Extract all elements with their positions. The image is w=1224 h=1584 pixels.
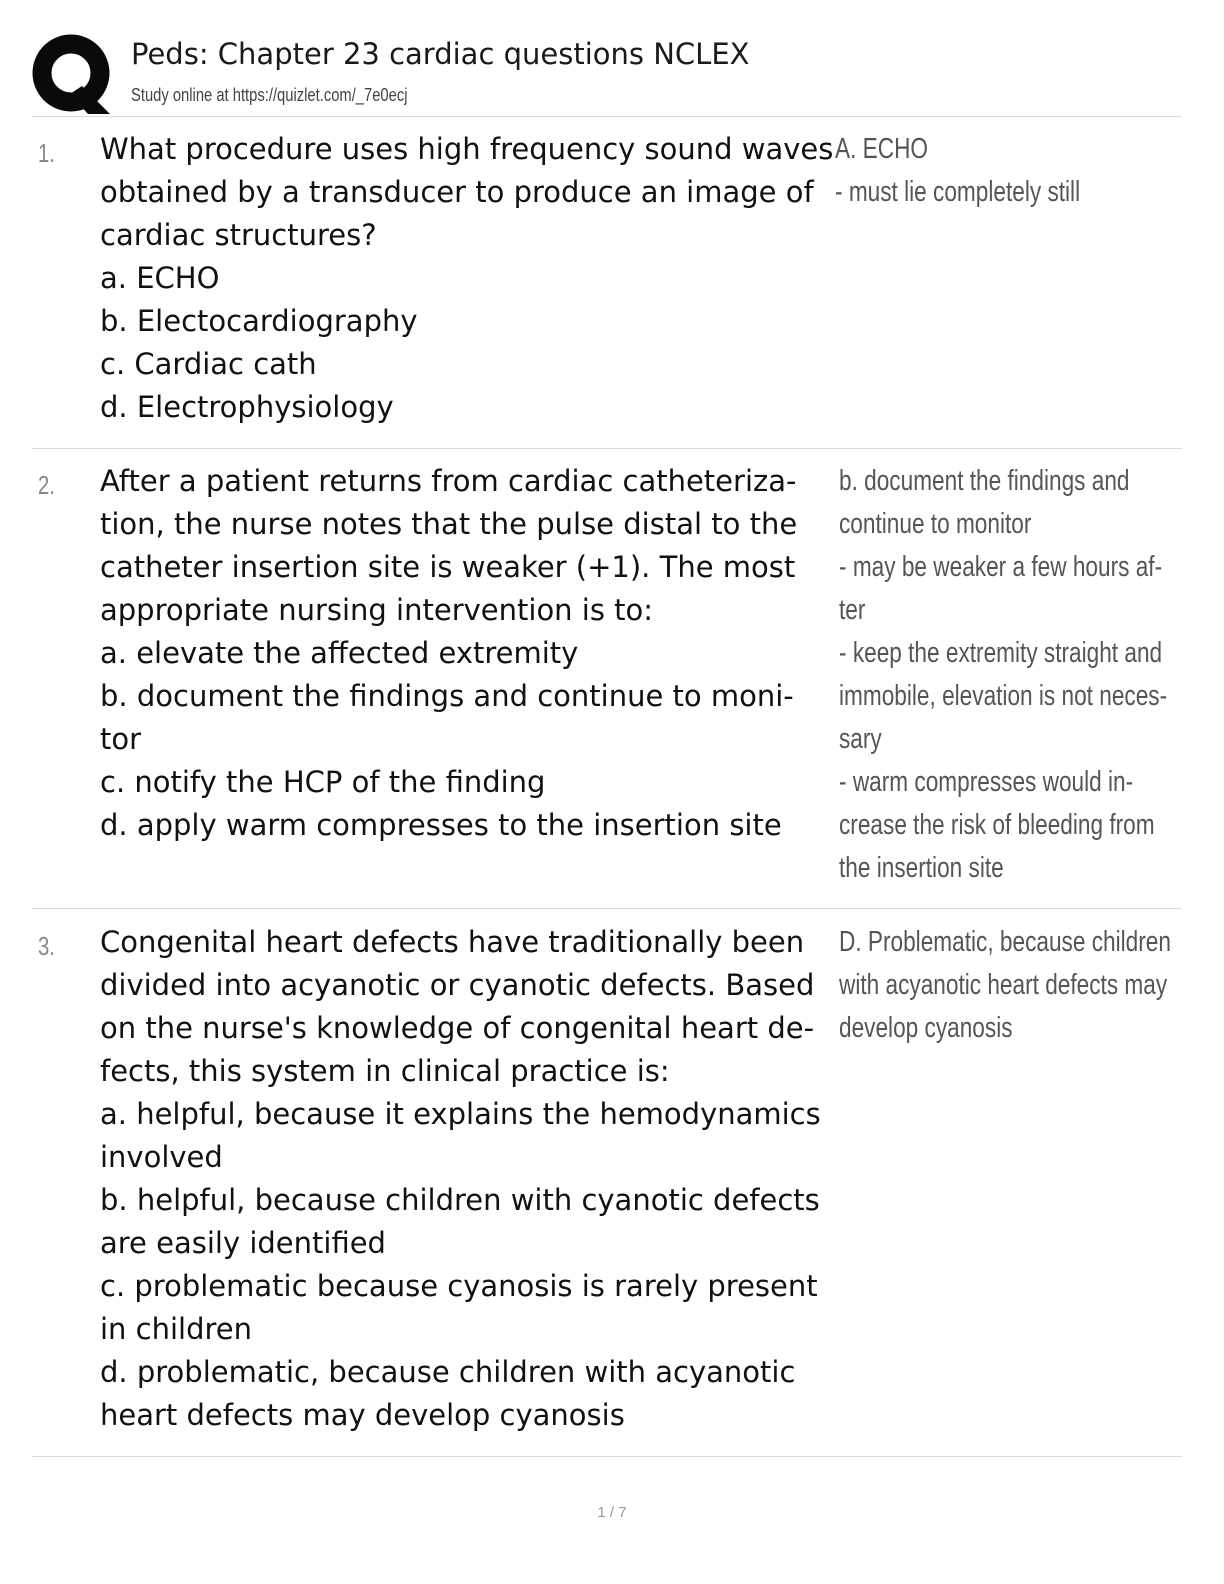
question-line: cardiac structures? — [100, 218, 377, 252]
answer-line: with acyanotic heart defects may — [839, 969, 1168, 1001]
divider — [32, 116, 1182, 117]
quizlet-q-logo-icon — [32, 34, 112, 114]
answer-line: - must lie completely still — [835, 176, 1081, 208]
answer-line: - warm compresses would in- — [839, 766, 1134, 798]
option-b: b. document the findings and continue to moni- — [100, 679, 794, 713]
answer-line: - may be weaker a few hours af- — [839, 551, 1163, 583]
option-a: a. elevate the affected extremity — [100, 636, 579, 670]
option-c: c. Cardiac cath — [100, 347, 317, 381]
question-number: 3. — [38, 931, 55, 961]
answer-text — [839, 460, 1189, 890]
option-d: d. apply warm compresses to the insertion site — [100, 808, 782, 842]
question-line: obtained by a transducer to produce an image of — [100, 175, 814, 209]
question-line: divided into acyanotic or cyanotic defects. Based — [100, 968, 815, 1002]
option-a-continued: involved — [100, 1140, 223, 1174]
option-a: a. ECHO — [100, 261, 220, 295]
divider — [32, 448, 1182, 449]
option-c: c. problematic because cyanosis is rarely present — [100, 1269, 818, 1303]
answer-line: ter — [839, 594, 866, 626]
question-text — [100, 921, 836, 1437]
question-line: fects, this system in clinical practice is: — [100, 1054, 670, 1088]
question-text — [100, 128, 836, 429]
option-b: b. helpful, because children with cyanotic defects — [100, 1183, 820, 1217]
option-c: c. notify the HCP of the finding — [100, 765, 546, 799]
answer-line: develop cyanosis — [839, 1012, 1013, 1044]
answer-line: sary — [839, 723, 882, 755]
option-a: a. helpful, because it explains the hemodynamics — [100, 1097, 821, 1131]
answer-line: immobile, elevation is not neces- — [839, 680, 1168, 712]
option-b-continued: are easily identified — [100, 1226, 386, 1260]
question-line: After a patient returns from cardiac catheteriza- — [100, 464, 797, 498]
answer-text — [835, 128, 1185, 214]
page-title: Peds: Chapter 23 cardiac questions NCLEX — [131, 37, 750, 71]
page-number: 1 / 7 — [597, 1504, 627, 1521]
option-b-continued: tor — [100, 722, 142, 756]
option-d: d. Electrophysiology — [100, 390, 394, 424]
question-text — [100, 460, 836, 847]
option-d-continued: heart defects may develop cyanosis — [100, 1398, 625, 1432]
question-line: catheter insertion site is weaker (+1). The most — [100, 550, 796, 584]
page-header — [32, 32, 1182, 118]
question-line: Congenital heart defects have traditionally been — [100, 925, 805, 959]
answer-line: crease the risk of bleeding from — [839, 809, 1155, 841]
option-b: b. Electocardiography — [100, 304, 418, 338]
answer-line: - keep the extremity straight and — [839, 637, 1163, 669]
question-line: tion, the nurse notes that the pulse distal to the — [100, 507, 798, 541]
question-number: 1. — [38, 138, 55, 168]
answer-line: continue to monitor — [839, 508, 1032, 540]
answer-line: the insertion site — [839, 852, 1004, 884]
option-d: d. problematic, because children with acyanotic — [100, 1355, 796, 1389]
divider — [32, 908, 1182, 909]
question-line: appropriate nursing intervention is to: — [100, 593, 654, 627]
question-line: on the nurse's knowledge of congenital heart de- — [100, 1011, 815, 1045]
answer-line: D. Problematic, because children — [839, 926, 1171, 958]
question-line: What procedure uses high frequency sound waves — [100, 132, 834, 166]
study-online-link[interactable]: Study online at https://quizlet.com/_7e0ecj — [131, 85, 408, 105]
divider — [32, 1456, 1182, 1457]
option-c-continued: in children — [100, 1312, 253, 1346]
answer-text — [839, 921, 1189, 1050]
answer-line: b. document the findings and — [839, 465, 1130, 497]
question-number: 2. — [38, 470, 55, 500]
answer-line: A. ECHO — [835, 133, 929, 165]
